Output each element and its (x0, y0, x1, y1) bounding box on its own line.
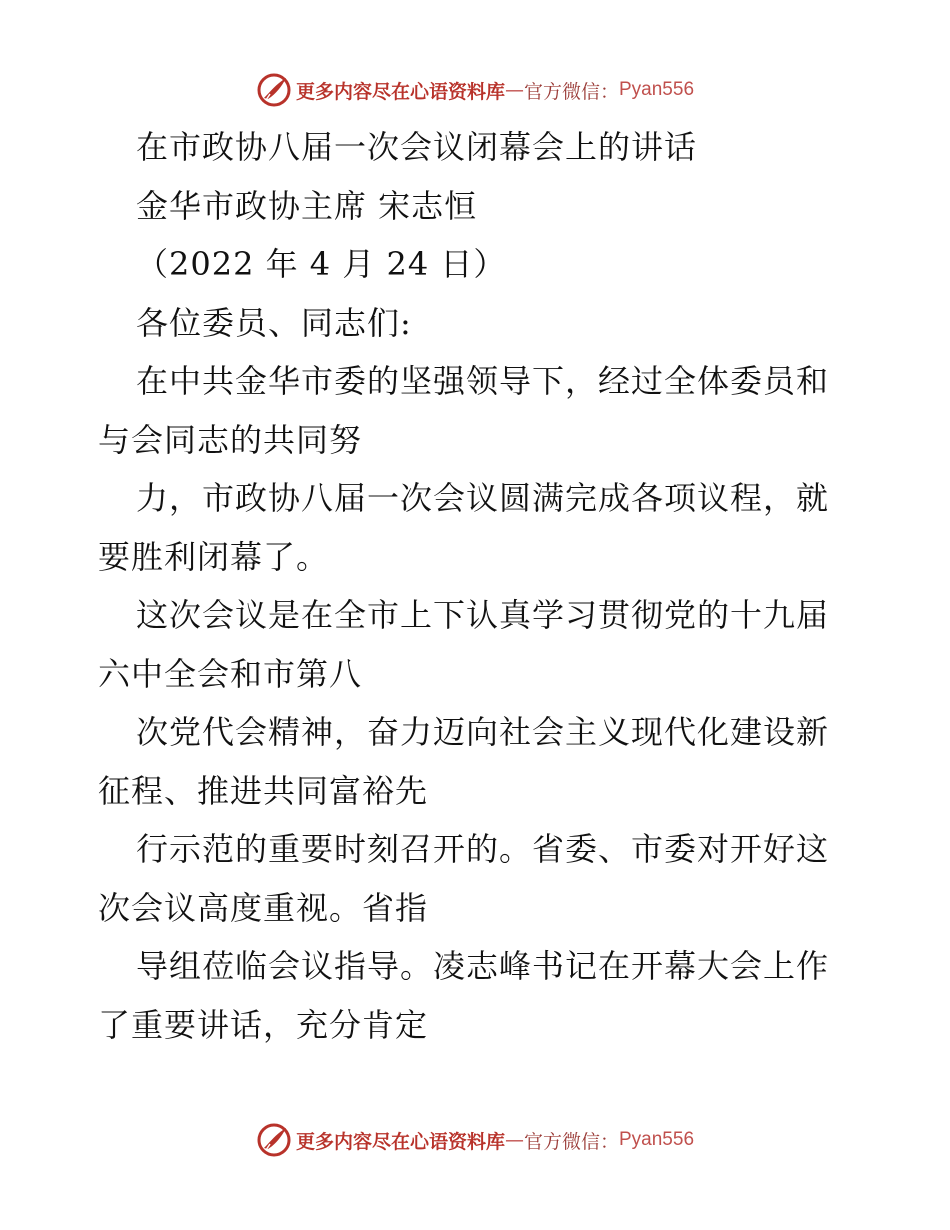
paragraph-line: 次党代会精神，奋力迈向社会主义现代化建设新 (136, 713, 830, 751)
paragraph-line: 征程、推进共同富裕先 (98, 771, 429, 810)
paragraph-line: 这次会议是在全市上下认真学习贯彻党的十九届 (136, 596, 830, 634)
document-title: 在市政协八届一次会议闭幕会上的讲话 (136, 128, 698, 166)
paragraph-line: 六中全会和市第八 (98, 654, 363, 693)
watermark-main-text: 更多内容尽在心语资料库 (295, 1130, 505, 1153)
watermark-wechat-id: Pyan556 (619, 79, 695, 100)
paragraph-line: 要胜利闭幕了。 (98, 537, 330, 576)
watermark-dash: — (504, 79, 524, 101)
document-salutation: 各位委员、同志们: (136, 303, 412, 342)
paragraph-line: 导组莅临会议指导。凌志峰书记在开幕大会上作 (136, 947, 830, 985)
paragraph-line: 与会同志的共同努 (98, 420, 363, 459)
document-date: （2022 年 4 月 24 日） (136, 245, 507, 283)
paragraph-line: 力，市政协八届一次会议圆满完成各项议程，就 (136, 479, 830, 517)
watermark-label: 官方微信： (523, 1130, 619, 1153)
paragraph-line: 行示范的重要时刻召开的。省委、市委对开好这 (136, 830, 830, 868)
watermark-wechat-id: Pyan556 (619, 1129, 695, 1150)
document-author: 金华市政协主席 宋志恒 (136, 186, 478, 225)
header-watermark (0, 70, 950, 110)
paragraph-line: 次会议高度重视。省指 (98, 888, 429, 927)
paragraph-line: 了重要讲话，充分肯定 (98, 1005, 429, 1044)
paragraph-line: 在中共金华市委的坚强领导下，经过全体委员和 (136, 362, 830, 400)
quill-circle-logo-icon (256, 72, 292, 108)
document-body (98, 118, 858, 1054)
quill-circle-logo-icon (256, 1122, 292, 1158)
footer-watermark (0, 1120, 950, 1160)
watermark-label: 官方微信： (523, 80, 619, 103)
watermark-main-text: 更多内容尽在心语资料库 (295, 80, 505, 103)
watermark-dash: — (504, 1129, 524, 1151)
